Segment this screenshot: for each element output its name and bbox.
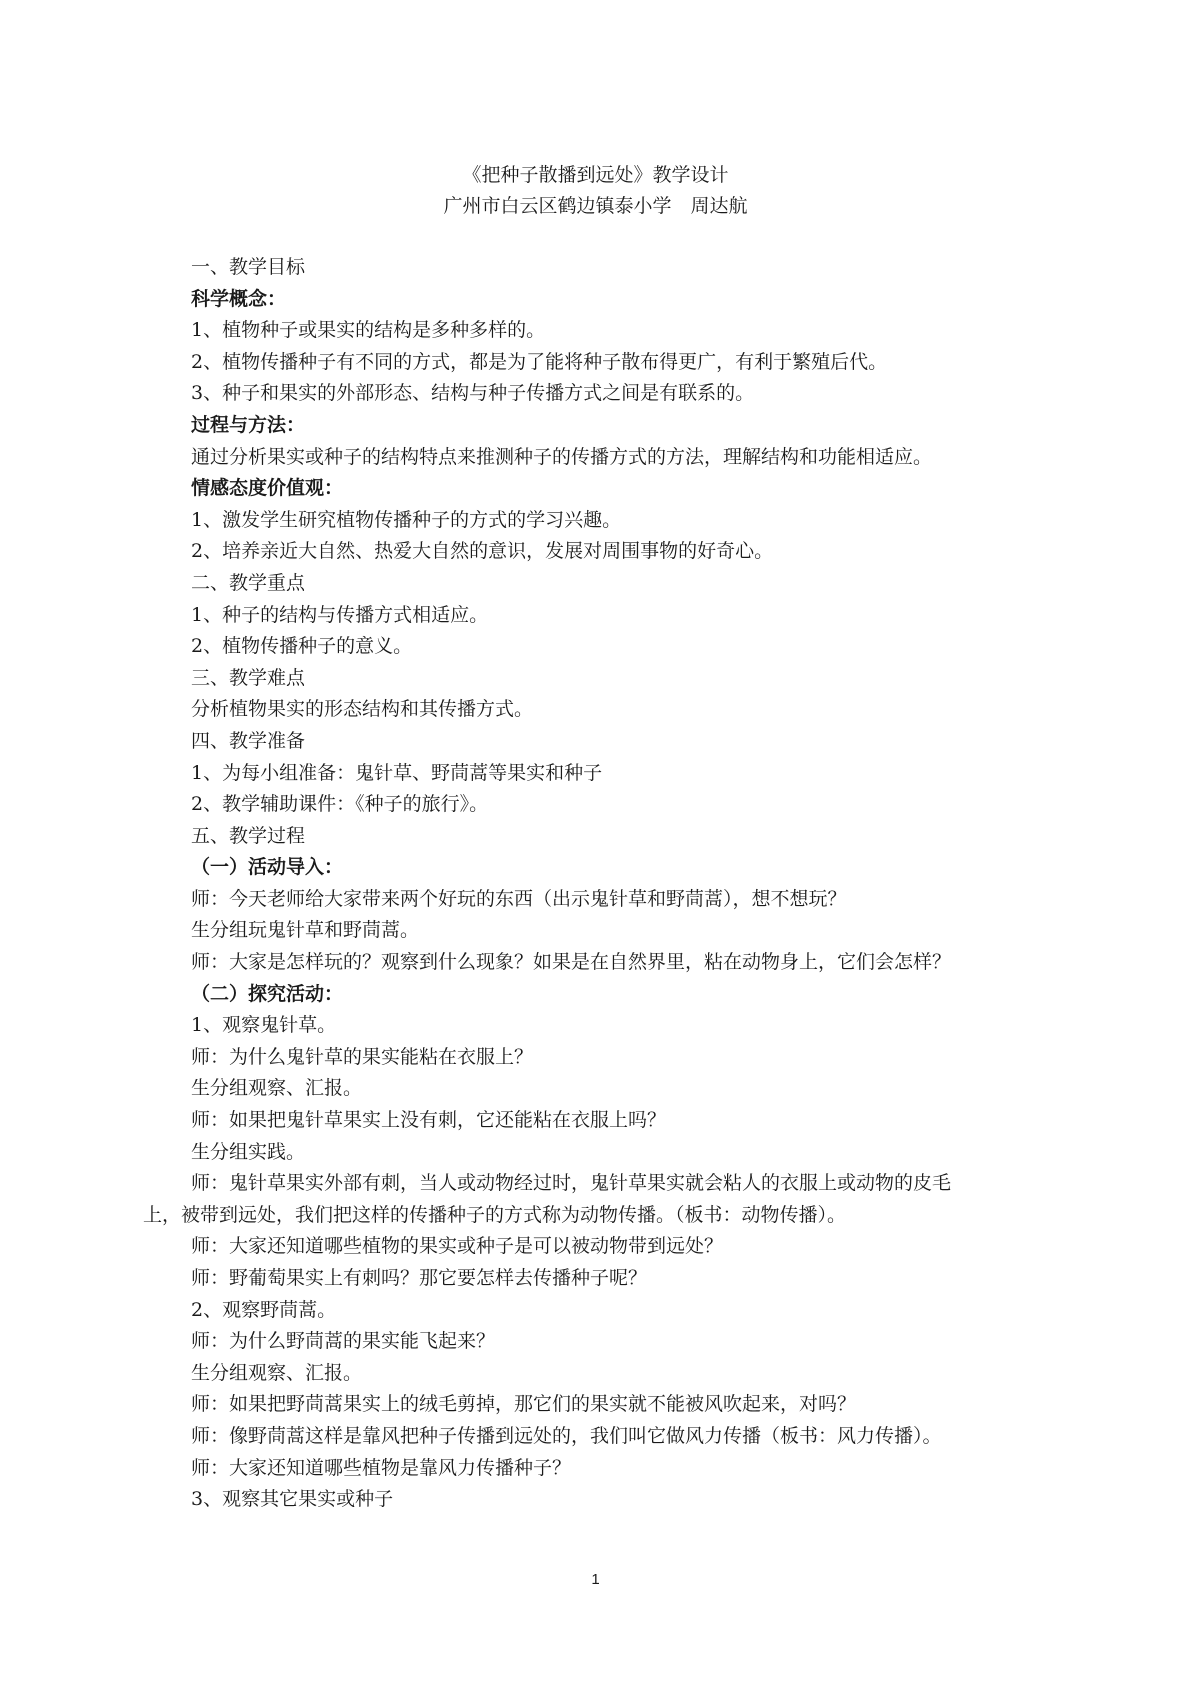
paragraph-line: 二、教学重点 <box>191 571 306 594</box>
paragraph-line: 生分组观察、汇报。 <box>191 1077 363 1100</box>
paragraph-line: 1、激发学生研究植物传播种子的方式的学习兴趣。 <box>191 508 622 531</box>
section-heading: 过程与方法： <box>191 413 306 436</box>
paragraph-line: 分析植物果实的形态结构和其传播方式。 <box>191 698 534 721</box>
paragraph-line: 师：大家是怎样玩的？观察到什么现象？如果是在自然界里，粘在动物身上，它们会怎样？ <box>191 951 952 974</box>
paragraph-line: 师：如果把鬼针草果实上没有刺，它还能粘在衣服上吗？ <box>191 1109 667 1132</box>
paragraph-line: 2、教学辅助课件：《种子的旅行》。 <box>191 793 489 816</box>
title-block <box>0 160 1191 222</box>
paragraph-line: 3、种子和果实的外部形态、结构与种子传播方式之间是有联系的。 <box>191 382 755 405</box>
document-body <box>143 252 1061 1516</box>
paragraph-line: 师：为什么鬼针草的果实能粘在衣服上？ <box>191 1045 534 1068</box>
paragraph-line: 一、教学目标 <box>191 256 306 278</box>
paragraph-line: 上，被带到远处，我们把这样的传播种子的方式称为动物传播。（板书：动物传播）。 <box>143 1203 847 1226</box>
paragraph-line: 1、植物种子或果实的结构是多种多样的。 <box>191 319 546 342</box>
paragraph-line: 五、教学过程 <box>191 824 306 847</box>
paragraph-line: 1、为每小组准备：鬼针草、野茼蒿等果实和种子 <box>191 761 603 784</box>
document-title: 《把种子散播到远处》教学设计 <box>462 164 729 186</box>
section-heading: 情感态度价值观： <box>191 477 344 500</box>
paragraph-line: 1、观察鬼针草。 <box>191 1014 337 1037</box>
paragraph-line: 通过分析果实或种子的结构特点来推测种子的传播方式的方法，理解结构和功能相适应。 <box>191 445 933 468</box>
paragraph-line: 2、植物传播种子有不同的方式，都是为了能将种子散布得更广，有利于繁殖后代。 <box>191 350 888 373</box>
paragraph-line: 三、教学难点 <box>191 666 306 689</box>
paragraph-line: 师：野葡萄果实上有刺吗？那它要怎样去传播种子呢？ <box>191 1267 648 1289</box>
paragraph-line: 2、植物传播种子的意义。 <box>191 635 413 658</box>
section-heading: （二）探究活动： <box>191 982 344 1005</box>
paragraph-line: 师：像野茼蒿这样是靠风把种子传播到远处的，我们叫它做风力传播（板书：风力传播）。 <box>191 1424 942 1447</box>
paragraph-line: 师：大家还知道哪些植物的果实或种子是可以被动物带到远处？ <box>191 1235 724 1258</box>
paragraph-line: 2、培养亲近大自然、热爱大自然的意识，发展对周围事物的好奇心。 <box>191 540 774 563</box>
paragraph-line: 师：如果把野茼蒿果实上的绒毛剪掉，那它们的果实就不能被风吹起来，对吗？ <box>191 1393 857 1416</box>
paragraph-line: 师：大家还知道哪些植物是靠风力传播种子？ <box>191 1456 572 1479</box>
paragraph-line: 2、观察野茼蒿。 <box>191 1298 337 1321</box>
paragraph-line: 师：鬼针草果实外部有刺，当人或动物经过时，鬼针草果实就会粘人的衣服上或动物的皮毛 <box>191 1172 952 1195</box>
section-heading: （一）活动导入： <box>191 856 344 879</box>
page-number: 1 <box>591 1571 600 1588</box>
paragraph-line: 四、教学准备 <box>191 729 306 752</box>
paragraph-line: 师：为什么野茼蒿的果实能飞起来？ <box>191 1330 496 1353</box>
paragraph-line: 1、种子的结构与传播方式相适应。 <box>191 603 489 626</box>
paragraph-line: 师：今天老师给大家带来两个好玩的东西（出示鬼针草和野茼蒿），想不想玩？ <box>191 887 847 910</box>
section-heading: 科学概念： <box>191 287 287 310</box>
paragraph-line: 生分组玩鬼针草和野茼蒿。 <box>191 919 420 942</box>
paragraph-line: 生分组实践。 <box>191 1140 306 1163</box>
paragraph-line: 3、观察其它果实或种子 <box>191 1488 394 1511</box>
paragraph-line: 生分组观察、汇报。 <box>191 1361 363 1384</box>
author-line: 广州市白云区鹤边镇泰小学 周达航 <box>443 195 748 217</box>
